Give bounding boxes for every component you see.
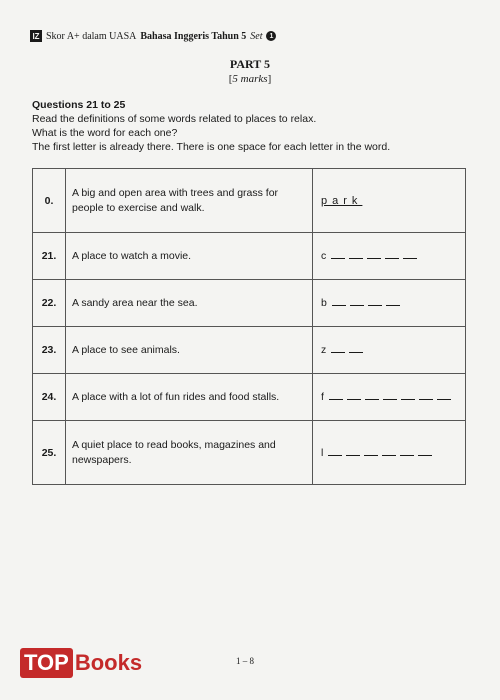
answer-blanks[interactable] [330,297,402,309]
set-number-badge: 1 [266,31,276,41]
logo-books: Books [74,650,143,675]
first-letter: f [321,391,324,403]
question-number: 25. [33,421,66,485]
letter-blank[interactable] [419,391,433,400]
table-row [33,374,466,421]
table-row [33,421,466,485]
instruction-line: Read the definitions of some words related to places to relax. [32,113,317,125]
letter-blank[interactable] [332,297,346,306]
answer-blanks[interactable] [329,250,419,262]
question-definition: A place to see animals. [66,327,313,374]
question-definition: A sandy area near the sea. [66,280,313,327]
letter-blank[interactable] [437,391,451,400]
answer-cell[interactable] [313,233,466,280]
publisher-logo-icon: IZ [30,30,42,42]
question-number: 24. [33,374,66,421]
first-letter: z [321,344,327,356]
letter-blank[interactable] [331,344,345,353]
instructions [32,98,472,154]
letter-blank[interactable] [329,391,343,400]
question-number: 22. [33,280,66,327]
instruction-line: The first letter is already there. There is one space for each letter in the word. [32,141,391,153]
question-definition: A place with a lot of fun rides and food stalls. [66,374,313,421]
example-answer: park [321,194,363,207]
table-row [33,280,466,327]
questions-table [32,168,466,485]
letter-blank[interactable] [385,250,399,259]
questions-heading: Questions 21 to 25 [32,99,126,111]
letter-blank[interactable] [365,391,379,400]
letter-blank[interactable] [350,297,364,306]
letter-blank[interactable] [331,250,345,259]
part-marks: [5 marks] [228,73,272,85]
letter-blank[interactable] [368,297,382,306]
page-header [30,30,276,42]
question-definition: A big and open area with trees and grass for people to exercise and walk. [66,169,313,233]
first-letter: l [321,446,324,459]
letter-blank[interactable] [346,447,360,456]
first-letter: b [321,297,327,309]
book-title: Skor A+ dalam UASA [46,30,137,42]
letter-blank[interactable] [383,391,397,400]
letter-blank[interactable] [349,250,363,259]
topbooks-logo [20,648,142,678]
letter-blank[interactable] [349,344,363,353]
letter-blank[interactable] [328,447,342,456]
part-title: PART 5 [229,57,271,71]
answer-blanks[interactable] [326,447,434,459]
question-number: 0. [33,169,66,233]
first-letter: c [321,250,327,262]
letter-blank[interactable] [382,447,396,456]
table-row [33,233,466,280]
letter-blank[interactable] [386,297,400,306]
answer-blanks[interactable] [327,391,453,403]
letter-blank[interactable] [418,447,432,456]
question-number: 21. [33,233,66,280]
instruction-line: What is the word for each one? [32,127,178,139]
logo-top: TOP [20,648,73,678]
marks-text: 5 marks [232,73,268,85]
page-number: 1 – 8 [236,656,254,666]
answer-cell[interactable] [313,374,466,421]
letter-blank[interactable] [403,250,417,259]
letter-blank[interactable] [401,391,415,400]
letter-blank[interactable] [364,447,378,456]
subject-title: Bahasa Inggeris Tahun 5 [140,30,247,42]
answer-cell [313,169,466,233]
question-definition: A quiet place to read books, magazines and newspapers. [66,421,313,485]
question-number: 23. [33,327,66,374]
question-definition: A place to watch a movie. [66,233,313,280]
answer-cell[interactable] [313,327,466,374]
answer-cell[interactable] [313,280,466,327]
answer-blanks[interactable] [329,344,365,356]
table-row [33,169,466,233]
letter-blank[interactable] [347,391,361,400]
set-label: Set [250,30,263,42]
table-row [33,327,466,374]
answer-cell[interactable] [313,421,466,485]
letter-blank[interactable] [367,250,381,259]
letter-blank[interactable] [400,447,414,456]
